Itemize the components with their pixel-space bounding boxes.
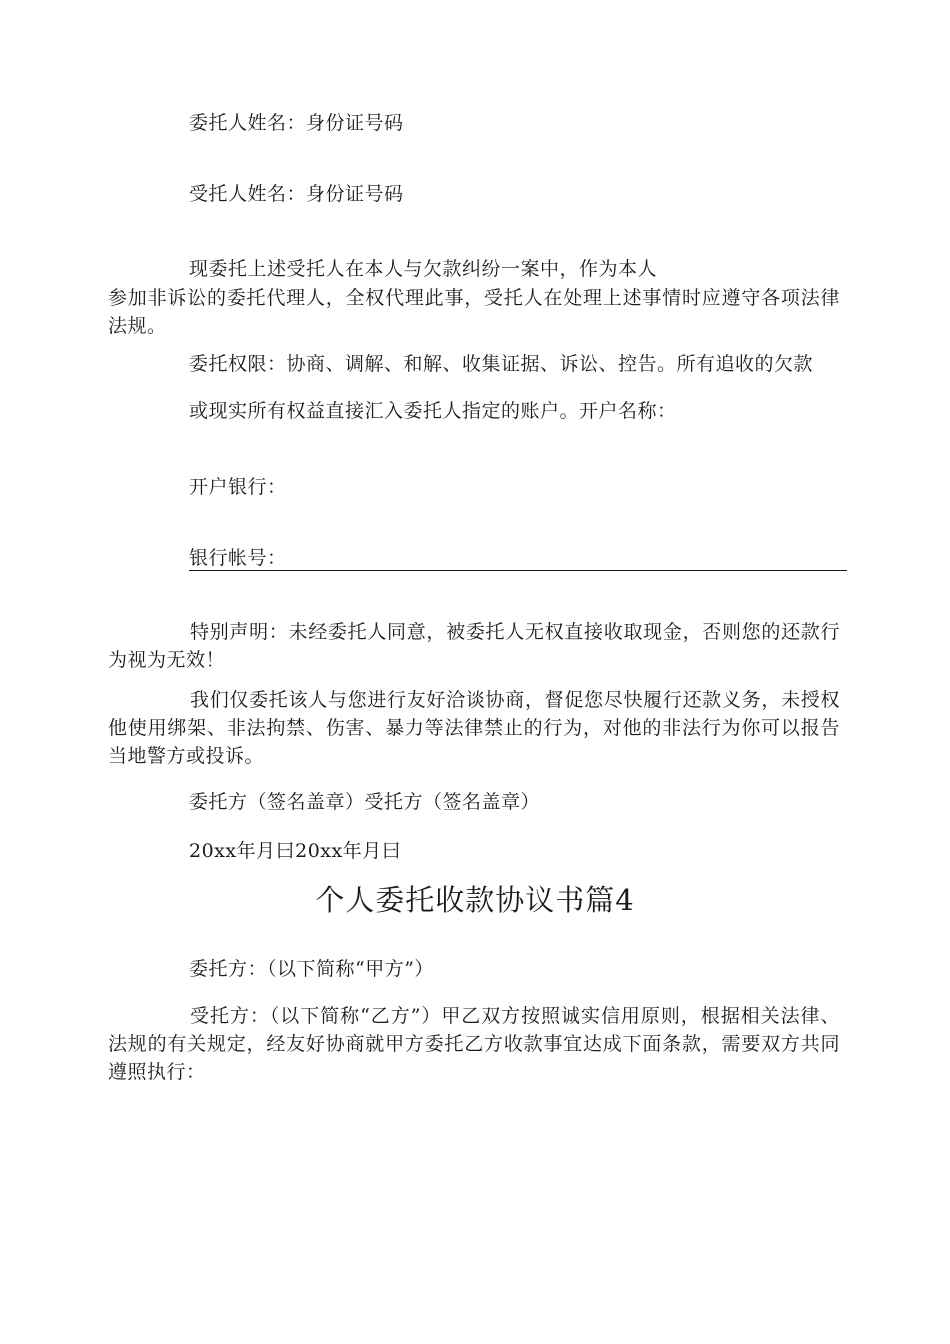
authority-line: 委托权限：协商、调解、和解、收集证据、诉讼、控告。所有追收的欠款 — [189, 353, 814, 375]
agent-name-line: 受托人姓名：身份证号码 — [189, 183, 404, 205]
party-a-line: 委托方：（以下简称“甲方”） — [189, 958, 434, 980]
account-name-line: 或现实所有权益直接汇入委托人指定的账户。开户名称： — [189, 400, 677, 422]
dates-line: 20xx年月曰20xx年月曰 — [189, 840, 402, 862]
principal-name-line: 委托人姓名：身份证号码 — [189, 112, 404, 134]
bank-account-line: 银行帐号： — [189, 547, 287, 569]
bank-account-underline — [189, 570, 847, 571]
party-b-paragraph: 受托方：（以下简称“乙方”）甲乙双方按照诚实信用原则，根据相关法律、法规的有关规定，经友好协商就甲方委托乙方收款事宜达成下面条款，需要双方共同遵照执行： — [108, 1005, 840, 1083]
declaration-paragraph: 特别声明：未经委托人同意，被委托人无权直接收取现金，否则您的还款行为视为无效！ — [108, 621, 840, 671]
entrust-paragraph-first-line: 现委托上述受托人在本人与欠款纠纷一案中，作为本人 — [189, 258, 658, 280]
negotiation-paragraph: 我们仅委托该人与您进行友好洽谈协商，督促您尽快履行还款义务，未授权他使用绑架、非法拘禁、伤害、暴力等法律禁止的行为，对他的非法行为你可以报告当地警方或投诉。 — [108, 689, 840, 767]
section-title: 个人委托收款协议书篇4 — [315, 883, 635, 917]
bank-line: 开户银行： — [189, 476, 287, 498]
entrust-paragraph-rest: 参加非诉讼的委托代理人，全权代理此事，受托人在处理上述事情时应遵守各项法律法规。 — [108, 287, 840, 337]
signatures-line: 委托方（签名盖章）受托方（签名盖章） — [189, 791, 541, 813]
